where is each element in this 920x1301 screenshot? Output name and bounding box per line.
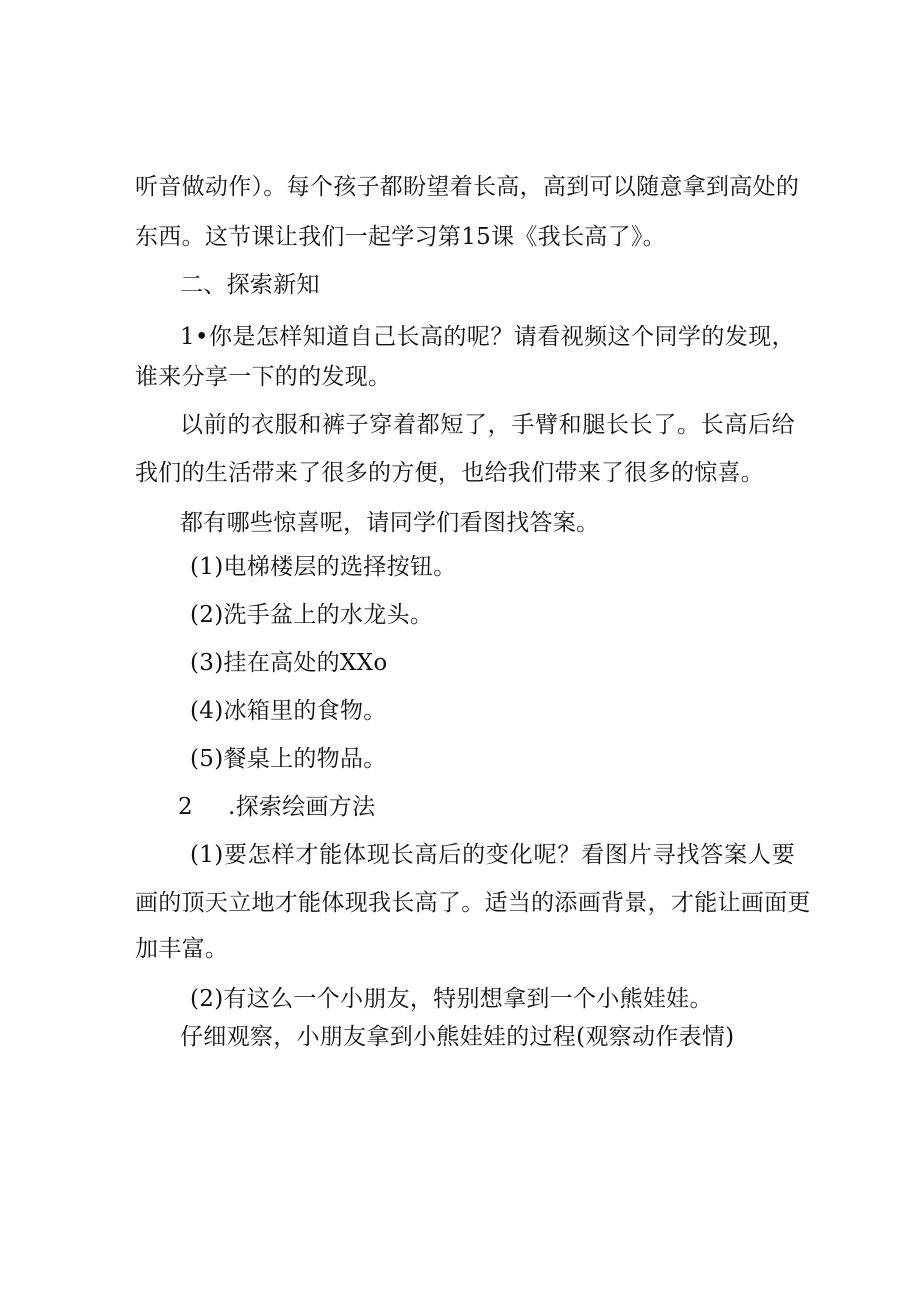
list-item-1: (1)电梯楼层的选择按钮。 xyxy=(190,554,457,580)
answer-line-1: 以前的衣服和裤子穿着都短了，手臂和腿长长了。长高后给 xyxy=(180,412,795,438)
method-2-line-1: (2)有这么一个小朋友，特别想拿到一个小熊娃娃。 xyxy=(190,986,713,1012)
section-2-title: .探索绘画方法 xyxy=(228,794,376,820)
question-1-line-1: 1•你是怎样知道自己长高的呢？请看视频这个同学的发现， xyxy=(180,324,795,350)
method-2-line-2: 仔细观察，小朋友拿到小熊娃娃的过程(观察动作表情) xyxy=(180,1024,735,1050)
section-heading: 二、探索新知 xyxy=(180,272,320,298)
method-1-line-1: (1)要怎样才能体现长高后的变化呢？看图片寻找答案人要 xyxy=(190,842,795,868)
method-1-line-2: 画的顶天立地才能体现我长高了。适当的添画背景，才能让画面更 xyxy=(135,890,811,916)
paragraph-line-intro-2: 东西。这节课让我们一起学习第15课《我长高了》。 xyxy=(135,224,666,250)
question-1-line-2: 谁来分享一下的的发现。 xyxy=(135,364,392,390)
paragraph-line-intro-1: 听音做动作）。每个孩子都盼望着长高，高到可以随意拿到高处的 xyxy=(135,174,800,200)
answer-line-2: 我们的生活带来了很多的方便，也给我们带来了很多的惊喜。 xyxy=(135,460,765,486)
list-item-5: (5)餐桌上的物品。 xyxy=(190,746,387,772)
prompt-line: 都有哪些惊喜呢，请同学们看图找答案。 xyxy=(180,510,600,536)
method-1-line-3: 加丰富。 xyxy=(135,936,229,962)
list-item-2: (2)洗手盆上的水龙头。 xyxy=(190,602,434,628)
list-item-4: (4)冰箱里的食物。 xyxy=(190,698,387,724)
list-item-3: (3)挂在高处的XXo xyxy=(190,650,388,676)
section-2-number: 2 xyxy=(178,794,193,820)
